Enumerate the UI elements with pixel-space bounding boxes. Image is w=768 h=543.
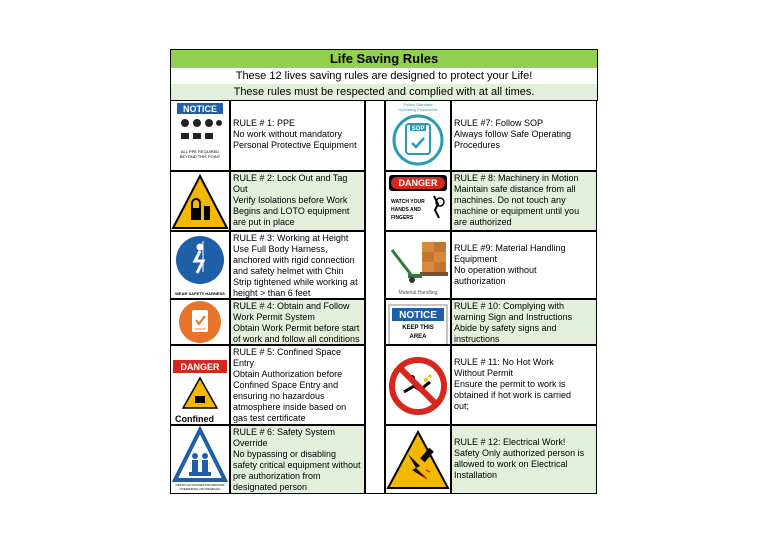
work-permit-sign (170, 299, 230, 345)
rule-12-body: Safety Only authorized person is allowed to work on Electrical Installation (454, 448, 585, 480)
rule-7-heading: RULE #7: Follow SOP (454, 118, 544, 128)
rule-6-body: No bypassing or disabling safety critical equipment without pre authorization from designated person (233, 449, 361, 492)
rule-2 (230, 171, 365, 231)
svg-text:AREA: AREA (409, 334, 427, 340)
rule-5-heading: RULE # 5: Confined Space Entry (233, 347, 342, 368)
notice-text: NOTICE (182, 104, 218, 114)
rule-3 (230, 231, 365, 299)
notice2-text: NOTICE (399, 310, 437, 321)
safety-harness-sign (170, 231, 230, 299)
no-hot-work-sign (385, 345, 451, 425)
confined-text: Confined (175, 414, 214, 424)
rule-1-heading: RULE # 1: PPE (233, 118, 296, 128)
column-gap (365, 100, 385, 494)
keep-area-notice-sign (385, 299, 451, 345)
rule-3-heading: RULE # 3: Working at Height (233, 233, 349, 243)
override-warning-sign (170, 425, 230, 494)
life-saving-rules-sheet (170, 49, 598, 494)
rule-9-heading: RULE #9: Material Handling Equipment (454, 243, 566, 264)
subtitle-protect: These 12 lives saving rules are designed to protect your Life! (170, 68, 598, 85)
rule-9-body: No operation without authorization (454, 265, 537, 286)
sheet-title: Life Saving Rules (170, 49, 598, 69)
rule-7 (451, 100, 597, 171)
rule-1 (230, 100, 365, 171)
rule-4 (230, 299, 365, 345)
svg-text:ALL PPE REQUIRED: ALL PPE REQUIRED (180, 149, 220, 154)
rule-2-body: Verify Isolations before Work Begins and LOTO equipment are put in place (233, 195, 350, 227)
ppe-notice-sign (170, 100, 230, 171)
sop-label: SOP (411, 126, 425, 132)
rule-10-heading: RULE # 10: Complying with warning Sign and Instructions (454, 301, 573, 322)
electrical-hazard-sign (385, 425, 451, 494)
svg-text:BEYOND THIS POINT: BEYOND THIS POINT (179, 154, 221, 159)
svg-text:HANDS AND: HANDS AND (391, 207, 421, 213)
danger-text: DANGER (180, 362, 220, 372)
confined-space-danger-sign (170, 345, 230, 425)
rule-8-heading: RULE # 8: Machinery in Motion (454, 173, 579, 183)
rule-8-body: Maintain safe distance from all machines. Do not touch any machine or equipment until you are authorized (454, 184, 580, 227)
lockout-warning-sign (170, 171, 230, 231)
subtitle-comply: These rules must be respected and complied with at all times. (170, 84, 598, 101)
rule-9 (451, 231, 597, 299)
rule-6-heading: RULE # 6: Safety System Override (233, 427, 336, 448)
material-handling-text: Material Handling (398, 290, 438, 296)
rule-11 (451, 345, 597, 425)
danger2-text: DANGER (398, 178, 438, 188)
sop-sign (385, 100, 451, 171)
rule-12-heading: RULE # 12: Electrical Work! (454, 437, 566, 447)
svg-text:KEEP THIS: KEEP THIS (402, 325, 434, 331)
svg-text:WEAR SAFETY HARNESS: WEAR SAFETY HARNESS (175, 291, 225, 296)
svg-text:Follow Standard: Follow Standard (403, 102, 433, 107)
rule-1-body: No work without mandatory Personal Protective Equipment (233, 129, 357, 150)
svg-text:FINGERS: FINGERS (391, 215, 414, 221)
rule-3-body: Use Full Body Harness, anchored with rigid connection and safety helmet with Chin Strip tightened while working at height > than 6 feet (233, 244, 358, 298)
svg-text:OBTAIN AUTHORIZATION BEFORE: OBTAIN AUTHORIZATION BEFORE (175, 483, 225, 487)
rule-11-body: Ensure the permit to work is obtained if hot work is carried out; (454, 379, 572, 411)
material-handling-image (385, 231, 451, 299)
rule-2-heading: RULE # 2: Lock Out and Tag Out (233, 173, 348, 194)
rule-8 (451, 171, 597, 231)
rule-5 (230, 345, 365, 425)
rule-4-body: Obtain Work Permit before start of work and follow all conditions (233, 323, 360, 344)
machinery-danger-sign (385, 171, 451, 231)
rule-12 (451, 425, 597, 494)
rule-4-heading: RULE # 4: Obtain and Follow Work Permit System (233, 301, 350, 322)
rule-10-body: Abide by safety signs and instructions (454, 323, 557, 344)
svg-text:Operating Procedures: Operating Procedures (398, 107, 438, 112)
permit-label: permit (194, 326, 206, 331)
rule-10 (451, 299, 597, 345)
svg-text:WATCH YOUR: WATCH YOUR (391, 199, 425, 205)
rule-11-heading: RULE # 11: No Hot Work Without Permit (454, 357, 554, 378)
rule-5-body: Obtain Authorization before Confined Space Entry and ensuring no hazardous atmosphere inside based on gas test certificate (233, 369, 347, 423)
rule-7-body: Always follow Safe Operating Procedures (454, 129, 572, 150)
rule-6 (230, 425, 365, 494)
svg-text:OVERRIDING OR DISABLING: OVERRIDING OR DISABLING (179, 487, 221, 491)
